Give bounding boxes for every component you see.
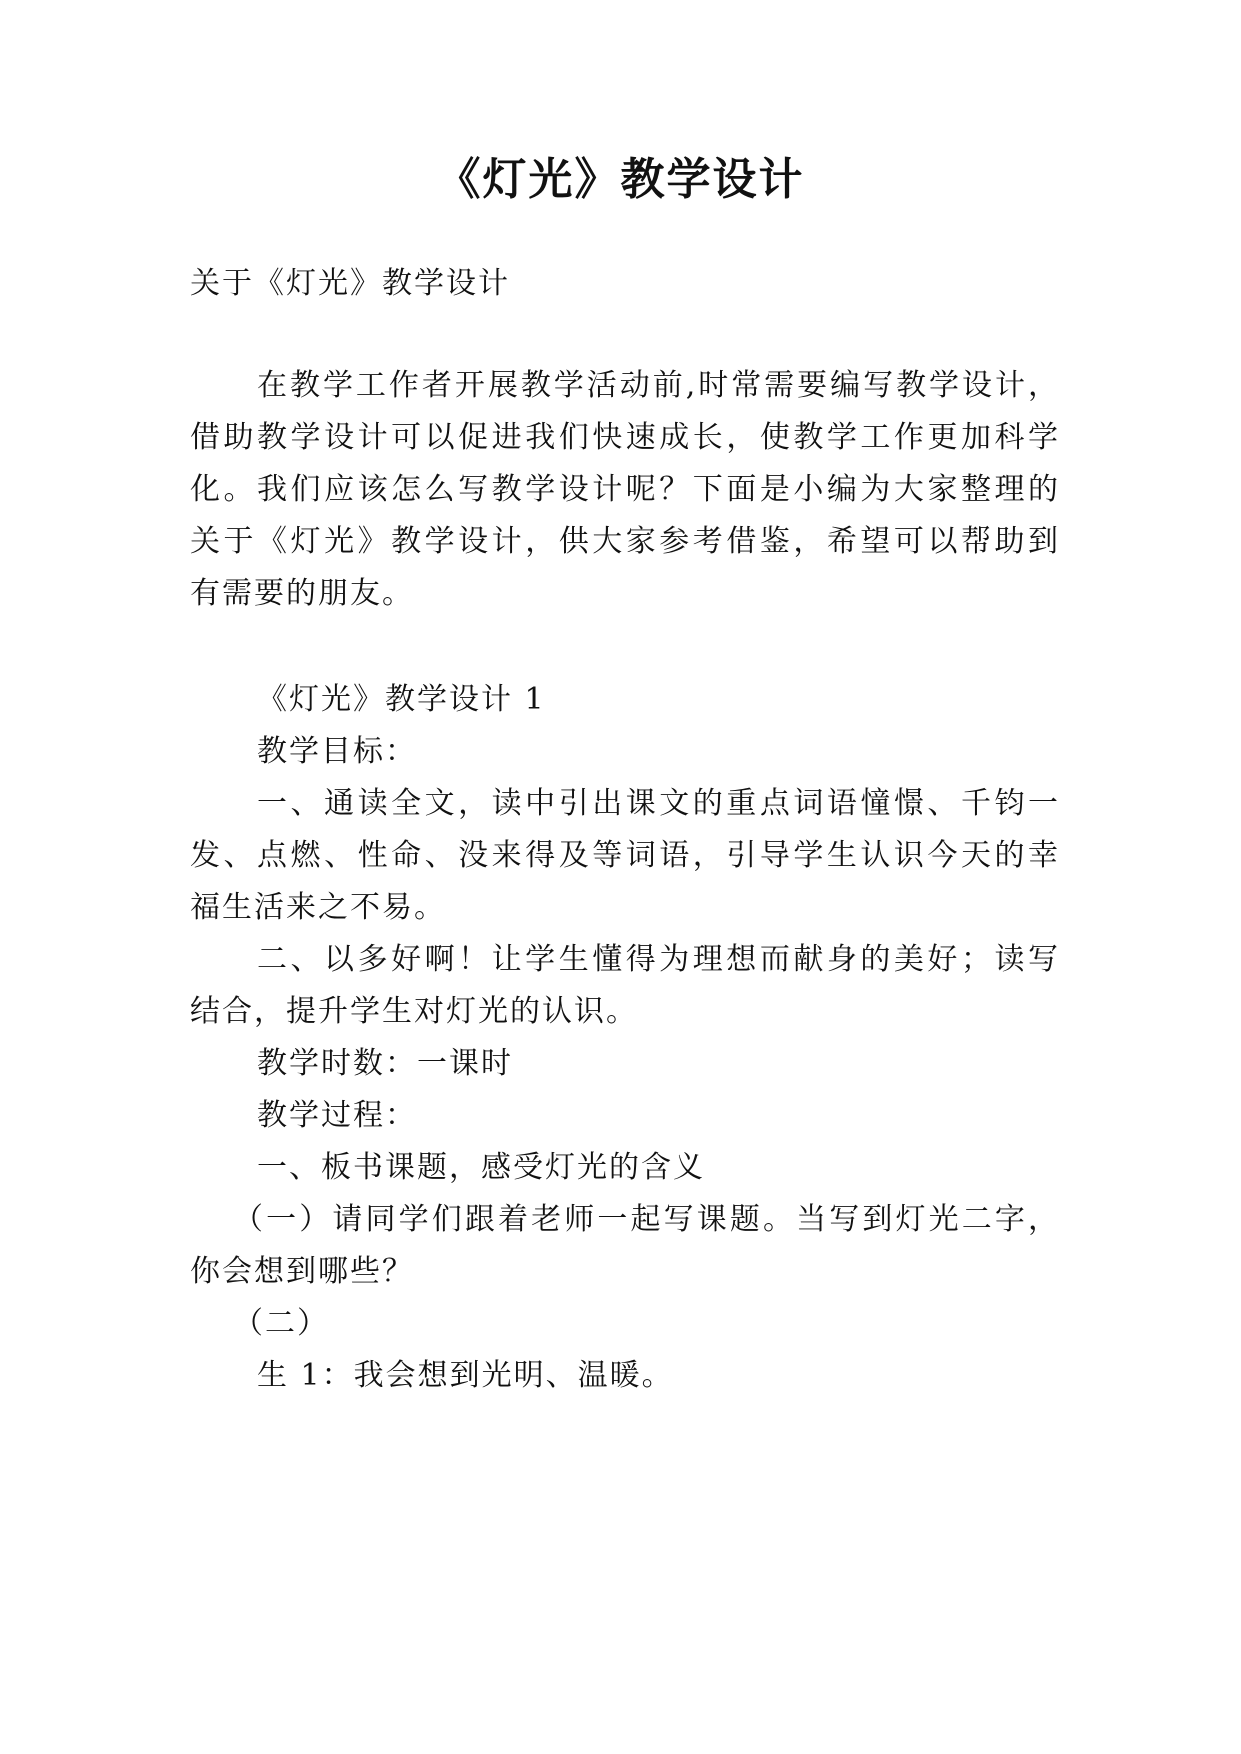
goal1-line-2: 发、点燃、性命、没来得及等词语，引导学生认识今天的幸: [190, 838, 1060, 873]
process-label: 教学过程：: [257, 1098, 417, 1133]
intro-line-2: 借助教学设计可以促进我们快速成长，使教学工作更加科学: [190, 420, 1060, 455]
goal1-line-3: 福生活来之不易。: [190, 890, 446, 925]
intro-line-4: 关于《灯光》教学设计，供大家参考借鉴，希望可以帮助到: [190, 524, 1060, 559]
goals-label: 教学目标：: [257, 734, 417, 769]
step1b: （二）: [233, 1306, 329, 1341]
intro-line-5: 有需要的朋友。: [190, 576, 414, 611]
goal2-line-2: 结合，提升学生对灯光的认识。: [190, 994, 638, 1029]
subtitle: 关于《灯光》教学设计: [190, 266, 510, 301]
goal1-line-1: 一、通读全文，读中引出课文的重点词语憧憬、千钧一: [257, 786, 1060, 821]
step1-title: 一、板书课题，感受灯光的含义: [257, 1150, 705, 1185]
document-title: 《灯光》教学设计: [436, 154, 805, 205]
section-heading: 《灯光》教学设计 1: [257, 682, 546, 717]
step1a-line-1: （一）请同学们跟着老师一起写课题。当写到灯光二字，: [233, 1202, 1060, 1237]
step1a-line-2: 你会想到哪些？: [190, 1254, 414, 1289]
intro-line-1: 在教学工作者开展教学活动前,时常需要编写教学设计，: [257, 368, 1060, 403]
intro-line-3: 化。我们应该怎么写教学设计呢？下面是小编为大家整理的: [190, 472, 1060, 507]
student-answer-1: 生 1：我会想到光明、温暖。: [257, 1358, 674, 1393]
hours-label: 教学时数：一课时: [257, 1046, 513, 1081]
goal2-line-1: 二、以多好啊！让学生懂得为理想而献身的美好；读写: [257, 942, 1060, 977]
